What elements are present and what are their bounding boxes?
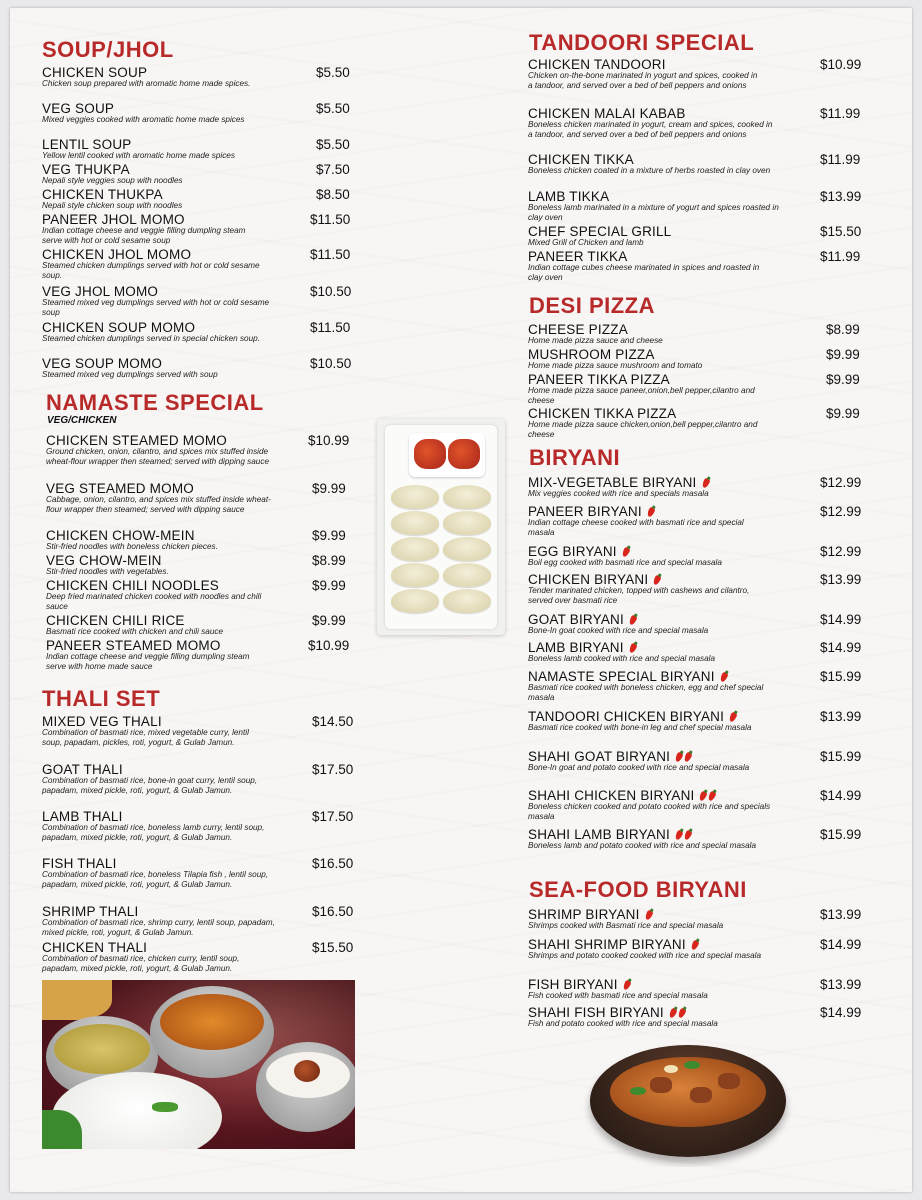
item-price: $9.99: [312, 613, 346, 628]
item-price: $9.99: [826, 406, 860, 421]
chili-pepper-icon: [708, 790, 718, 802]
item-description: Steamed chicken dumplings served with hot or cold sesame soup.: [42, 261, 260, 281]
item-name: CHICKEN SOUP MOMO: [42, 320, 196, 335]
item-name: VEG SOUP MOMO: [42, 356, 163, 371]
item-description: Chicken on-the-bone marinated in yogurt and spices, cooked in a tandoor, and served over a bed of bell peppers and onions: [528, 71, 758, 91]
item-price: $15.99: [820, 749, 862, 764]
lentil-soup: [54, 1024, 150, 1074]
item-name: CHEF SPECIAL GRILL: [528, 224, 672, 239]
item-description: Chicken soup prepared with aromatic home made spices.: [42, 79, 251, 88]
chili-pepper-icon: [683, 829, 693, 841]
item-name: MIXED VEG THALI: [42, 714, 162, 729]
cashew: [664, 1065, 678, 1073]
section-title-biryani: BIRYANI: [529, 445, 621, 470]
item-price: $11.50: [310, 247, 351, 262]
item-name-text: SHAHI LAMB BIRYANI: [528, 827, 670, 842]
item-name-text: SHAHI CHICKEN BIRYANI: [528, 788, 695, 803]
item-price: $5.50: [316, 101, 350, 116]
item-name: CHICKEN CHILI RICE: [46, 613, 185, 628]
item-name: [528, 749, 691, 764]
item-description: Mixed veggies cooked with aromatic home made spices: [42, 115, 245, 124]
item-name: CHICKEN TANDOORI: [528, 57, 666, 72]
gulab-jamun: [294, 1060, 320, 1082]
item-name: [528, 1005, 685, 1020]
item-price: $10.99: [308, 638, 350, 653]
item-name: PANEER TIKKA PIZZA: [528, 372, 670, 387]
item-price: $13.99: [820, 572, 862, 587]
item-price: $14.99: [820, 1005, 862, 1020]
item-name: CHEESE PIZZA: [528, 322, 628, 337]
item-price: $15.50: [820, 224, 862, 239]
meat-chunk: [718, 1073, 740, 1089]
item-price: $13.99: [820, 709, 862, 724]
dumpling: [391, 485, 439, 509]
item-description: Combination of basmati rice, boneless Tilapia fish , lentil soup, papadam, mixed pickle, roti, yogurt, & Gulab Jamun.: [42, 870, 269, 890]
chili-pepper-icon: [683, 751, 693, 763]
item-description: Indian cottage cheese and veggie filling dumpling steam serve with home made sauce: [46, 652, 250, 672]
biryani-bowl-photo: [580, 1035, 794, 1167]
item-price: $14.99: [820, 640, 862, 655]
item-price: $12.99: [820, 504, 862, 519]
item-name: [528, 475, 709, 490]
item-name: LAMB THALI: [42, 809, 123, 824]
item-description: Ground chicken, onion, cilantro, and spices mix stuffed inside wheat-flour wrapper then steamed; served with dipping sauce: [46, 447, 270, 467]
meat-chunk: [650, 1077, 672, 1093]
item-description: Boneless chicken coated in a mixture of herbs roasted in clay oven: [528, 166, 771, 175]
chili-pepper-icon: [644, 909, 654, 921]
sauce: [414, 439, 446, 469]
section-title-tandoori: TANDOORI SPECIAL: [529, 30, 755, 55]
item-name: PANEER STEAMED MOMO: [46, 638, 221, 653]
chili-garnish: [152, 1102, 178, 1112]
item-description: Combination of basmati rice, bone-in goat curry, lentil soup, papadam, mixed pickle, roti, yogurt, & Gulab Jamun.: [42, 776, 258, 796]
item-name: [528, 709, 736, 724]
item-name-text: SHAHI SHRIMP BIRYANI: [528, 937, 686, 952]
item-price: $10.50: [310, 356, 352, 371]
item-name-text: PANEER BIRYANI: [528, 504, 642, 519]
section-title-namaste-special: NAMASTE SPECIAL: [46, 390, 264, 415]
item-description: Steamed chicken dumplings served in special chicken soup.: [42, 334, 260, 343]
item-description: Boneless chicken marinated in yogurt, cream and spices, cooked in a tandoor, and served over a bed of bell peppers and onions: [528, 120, 773, 140]
item-description: Tender marinated chicken, topped with cashews and cilantro, served over basmati rice: [528, 586, 750, 606]
menu-page: [10, 8, 912, 1192]
item-name: [528, 612, 636, 627]
item-description: Home made pizza sauce and cheese: [528, 336, 663, 345]
meat-chunk: [690, 1087, 712, 1103]
item-price: $8.99: [826, 322, 860, 337]
item-price: $14.50: [312, 714, 354, 729]
bowl: [590, 1045, 786, 1157]
chili-pepper-icon: [701, 477, 711, 489]
item-description: Mix veggies cooked with rice and specials masala: [528, 489, 709, 498]
item-description: Mixed Grill of Chicken and lamb: [528, 238, 644, 247]
thali-photo: [42, 980, 355, 1149]
item-price: $9.99: [826, 347, 860, 362]
item-description: Basmati rice cooked with bone-in leg and chef special masala: [528, 723, 752, 732]
section-title-thali: THALI SET: [42, 686, 161, 711]
item-price: $13.99: [820, 189, 862, 204]
item-name: VEG CHOW-MEIN: [46, 553, 162, 568]
sauce: [448, 439, 480, 469]
item-name: MUSHROOM PIZZA: [528, 347, 655, 362]
section-title-seafood-biryani: SEA-FOOD BIRYANI: [529, 877, 747, 902]
dumpling: [443, 485, 491, 509]
item-price: $17.50: [312, 809, 354, 824]
item-name: CHICKEN JHOL MOMO: [42, 247, 192, 262]
item-name: SHRIMP THALI: [42, 904, 139, 919]
chili-pepper-icon: [674, 829, 684, 841]
item-description: Steamed mixed veg dumplings served with hot or cold sesame soup: [42, 298, 270, 318]
item-description: Boneless lamb cooked with rice and special masala: [528, 654, 716, 663]
item-price: $12.99: [820, 475, 862, 490]
item-description: Fish cooked with basmati rice and special masala: [528, 991, 708, 1000]
item-description: Stir-fried noodles with boneless chicken pieces.: [46, 542, 218, 551]
item-description: Home made pizza sauce mushroom and tomato: [528, 361, 703, 370]
item-description: Bone-In goat and potato cooked with rice and special masala: [528, 763, 750, 772]
section-title-soup: SOUP/JHOL: [42, 37, 174, 62]
item-description: Steamed mixed veg dumplings served with soup: [42, 370, 218, 379]
chili-pepper-icon: [728, 711, 738, 723]
item-price: $14.99: [820, 612, 862, 627]
item-price: $13.99: [820, 907, 862, 922]
chili-pepper-icon: [628, 614, 638, 626]
item-description: Stir-fried noodles with vegetables.: [46, 567, 169, 576]
item-name: CHICKEN CHOW-MEIN: [46, 528, 195, 543]
bowl-yogurt: [256, 1042, 355, 1132]
item-price: $9.99: [312, 481, 346, 496]
chili-pepper-icon: [628, 642, 638, 654]
item-name: VEG JHOL MOMO: [42, 284, 159, 299]
item-description: Indian cottage cubes cheese marinated in spices and roasted in clay oven: [528, 263, 760, 283]
dumpling: [443, 563, 491, 587]
item-description: Boneless lamb marinated in a mixture of yogurt and spices roasted in clay oven: [528, 203, 779, 223]
item-name: CHICKEN CHILI NOODLES: [46, 578, 219, 593]
item-price: $7.50: [316, 162, 350, 177]
dumpling: [443, 589, 491, 613]
bowl-curry: [150, 986, 274, 1078]
item-description: Shrimps and potato cooked cooked with rice and special masala: [528, 951, 762, 960]
item-price: $5.50: [316, 137, 350, 152]
item-name: VEG STEAMED MOMO: [46, 481, 194, 496]
item-name: [528, 504, 654, 519]
item-name: PANEER JHOL MOMO: [42, 212, 185, 227]
chili-pepper-icon: [719, 671, 729, 683]
item-description: Boneless lamb and potato cooked with rice and special masala: [528, 841, 757, 850]
item-price: $10.99: [308, 433, 350, 448]
item-price: $14.99: [820, 788, 862, 803]
item-name: [528, 572, 660, 587]
chili-pepper-icon: [699, 790, 709, 802]
item-name-text: GOAT BIRYANI: [528, 612, 624, 627]
item-description: Shrimps cooked with Basmati rice and special masala: [528, 921, 724, 930]
item-name: [528, 640, 636, 655]
dumpling: [391, 511, 439, 535]
dumpling: [391, 563, 439, 587]
item-price: $12.99: [820, 544, 862, 559]
chili-pepper-icon: [646, 506, 656, 518]
item-name: CHICKEN SOUP: [42, 65, 148, 80]
item-price: $11.50: [310, 212, 351, 227]
item-name-text: SHAHI GOAT BIRYANI: [528, 749, 671, 764]
item-name: LENTIL SOUP: [42, 137, 132, 152]
chili-pepper-icon: [668, 1007, 678, 1019]
item-description: Basmati rice cooked with boneless chicken, egg and chef special masala: [528, 683, 764, 703]
chili-pepper-icon: [674, 751, 684, 763]
item-name: CHICKEN THUKPA: [42, 187, 163, 202]
item-description: Combination of basmati rice, boneless lamb curry, lentil soup, papadam, mixed pickle, roti, yogurt, & Gulab Jamun.: [42, 823, 265, 843]
item-description: Home made pizza sauce chicken,onion,bell pepper,cilantro and cheese: [528, 420, 758, 440]
item-name-text: CHICKEN BIRYANI: [528, 572, 649, 587]
item-description: Boneless chicken cooked and potato cooked with rice and specials masala: [528, 802, 771, 822]
item-price: $11.99: [820, 152, 861, 167]
item-price: $17.50: [312, 762, 354, 777]
curry: [160, 994, 264, 1050]
item-price: $15.99: [820, 669, 862, 684]
papadam: [42, 980, 112, 1020]
item-price: $9.99: [826, 372, 860, 387]
item-name: [528, 669, 727, 684]
item-description: Combination of basmati rice, chicken curry, lentil soup, papadam, mixed pickle, roti, yogurt, & Gulab Jamun.: [42, 954, 240, 974]
item-price: $11.99: [820, 249, 861, 264]
item-price: $15.99: [820, 827, 862, 842]
item-name: FISH THALI: [42, 856, 117, 871]
item-price: $11.99: [820, 106, 861, 121]
item-description: Combination of basmati rice, mixed vegetable curry, lentil soup, papadam, pickles, roti, yogurt, & Gulab Jamun.: [42, 728, 249, 748]
chili-pepper-icon: [677, 1007, 687, 1019]
item-description: Combination of basmati rice, shrimp curry, lentil soup, papadam, mixed pickle, roti, yogurt, & Gulab Jamun.: [42, 918, 275, 938]
item-price: $9.99: [312, 578, 346, 593]
item-name: [528, 544, 629, 559]
dumpling: [443, 511, 491, 535]
item-name: [528, 977, 630, 992]
section-title-pizza: DESI PIZZA: [529, 293, 656, 318]
item-price: $16.50: [312, 856, 354, 871]
item-price: $5.50: [316, 65, 350, 80]
item-name-text: MIX-VEGETABLE BIRYANI: [528, 475, 697, 490]
item-name-text: TANDOORI CHICKEN BIRYANI: [528, 709, 725, 724]
chili-pepper-icon: [621, 546, 631, 558]
mint-leaf: [684, 1061, 700, 1069]
item-description: Yellow lentil cooked with aromatic home made spices: [42, 151, 235, 160]
item-name-text: LAMB BIRYANI: [528, 640, 624, 655]
dumpling: [391, 589, 439, 613]
item-description: Deep fried marinated chicken cooked with noodles and chili sauce: [46, 592, 262, 612]
item-name: LAMB TIKKA: [528, 189, 610, 204]
item-price: $14.99: [820, 937, 862, 952]
item-name: [528, 788, 715, 803]
item-name: [528, 827, 691, 842]
dumpling: [443, 537, 491, 561]
item-description: Indian cottage cheese and veggie filling dumpling steam serve with hot or cold sesame soup: [42, 226, 246, 246]
item-description: Cabbage, onion, cilantro, and spices mix stuffed inside wheat-flour wrapper then steamed; served with dipping sauce: [46, 495, 271, 515]
item-name-text: NAMASTE SPECIAL BIRYANI: [528, 669, 715, 684]
item-name: GOAT THALI: [42, 762, 123, 777]
item-price: $13.99: [820, 977, 862, 992]
item-name: CHICKEN MALAI KABAB: [528, 106, 686, 121]
item-name-text: FISH BIRYANI: [528, 977, 618, 992]
dumpling: [391, 537, 439, 561]
item-description: Indian cottage cheese cooked with basmati rice and special masala: [528, 518, 744, 538]
item-description: Basmati rice cooked with chicken and chili sauce: [46, 627, 224, 636]
momo-plate-photo: [377, 419, 505, 635]
item-description: Nepali style veggies soup with noodles: [42, 176, 183, 185]
item-name-text: EGG BIRYANI: [528, 544, 617, 559]
biryani-rice: [610, 1057, 766, 1127]
item-description: Nepali style chicken soup with noodles: [42, 201, 183, 210]
item-name: CHICKEN STEAMED MOMO: [46, 433, 228, 448]
item-price: $10.99: [820, 57, 862, 72]
plate: [385, 425, 497, 629]
item-price: $8.50: [316, 187, 350, 202]
item-price: $16.50: [312, 904, 354, 919]
chili-pepper-icon: [622, 979, 632, 991]
item-description: Fish and potato cooked with rice and special masala: [528, 1019, 718, 1028]
item-name: PANEER TIKKA: [528, 249, 628, 264]
item-name: VEG THUKPA: [42, 162, 130, 177]
item-name-text: SHAHI FISH BIRYANI: [528, 1005, 664, 1020]
mint-leaf: [630, 1087, 646, 1095]
item-name-text: SHRIMP BIRYANI: [528, 907, 640, 922]
item-name: CHICKEN TIKKA PIZZA: [528, 406, 677, 421]
item-price: $8.99: [312, 553, 346, 568]
item-name: [528, 907, 652, 922]
section-subtitle: VEG/CHICKEN: [47, 415, 117, 426]
item-description: Boil egg cooked with basmati rice and special masala: [528, 558, 722, 567]
item-price: $11.50: [310, 320, 351, 335]
item-description: Bone-In goat cooked with rice and special masala: [528, 626, 709, 635]
item-name: CHICKEN THALI: [42, 940, 148, 955]
item-price: $10.50: [310, 284, 352, 299]
sauce-dish: [409, 433, 485, 477]
item-description: Home made pizza sauce paneer,onion,bell pepper,cilantro and cheese: [528, 386, 755, 406]
chili-pepper-icon: [690, 939, 700, 951]
item-name: CHICKEN TIKKA: [528, 152, 634, 167]
chili-pepper-icon: [652, 574, 662, 586]
item-price: $9.99: [312, 528, 346, 543]
item-name: VEG SOUP: [42, 101, 115, 116]
item-name: [528, 937, 698, 952]
item-price: $15.50: [312, 940, 354, 955]
